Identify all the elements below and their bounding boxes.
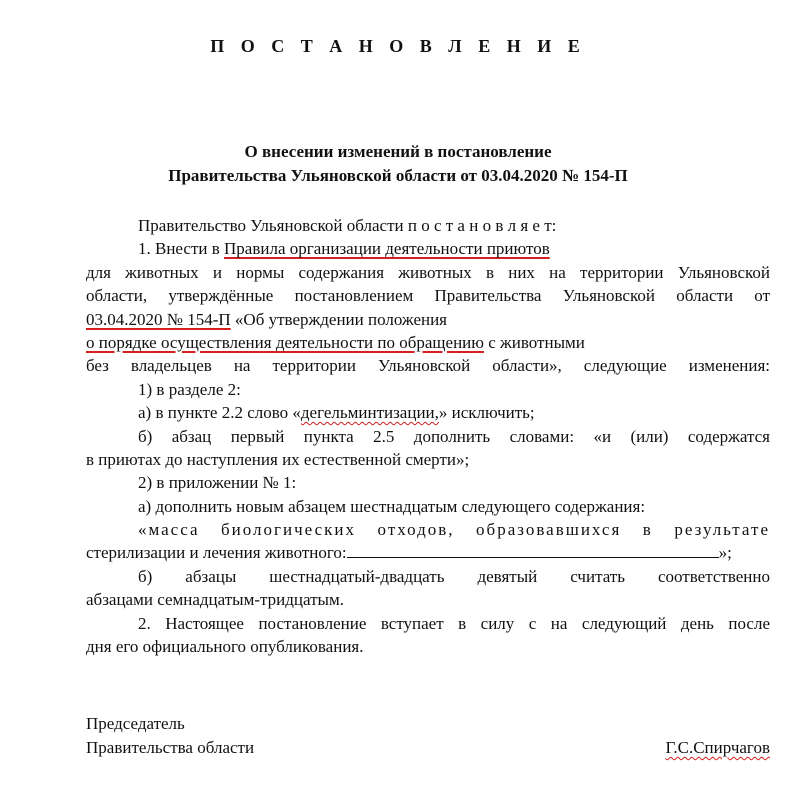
s1a-prefix: а) в пункте 2.2 слово «: [138, 403, 301, 423]
quote-line-2: [86, 541, 770, 564]
signatory-name-wrap: [665, 736, 770, 760]
subitem-1a: [86, 401, 770, 424]
paragraph-1-line-1: [86, 237, 770, 260]
document-type-heading: П О С Т А Н О В Л Е Н И Е: [210, 36, 586, 56]
p1-underlined-decree-ref: 03.04.2020 № 154-П: [86, 309, 231, 329]
paragraph-1-line-5: [86, 331, 770, 354]
paragraph-1-line-3: области, утверждённые постановлением Правительства Ульяновской области от: [86, 286, 770, 306]
p1-underlined-rules: Правила организации деятельности приютов: [224, 239, 550, 259]
subitem-1: 1) в разделе 2:: [138, 379, 241, 399]
paragraph-2-line-1: 2. Настоящее постановление вступает в силу с на следующий день после: [138, 613, 770, 633]
paragraph-2-line-2: дня его официального опубликования.: [86, 637, 364, 657]
signatory-position-line-1: Председатель: [86, 714, 185, 733]
preamble: [86, 214, 770, 237]
p1-line-5-rest: с животными: [483, 332, 585, 352]
signatory-position-line-2: Правительства области: [86, 738, 255, 757]
title-line-2: Правительства Ульяновской области от 03.04.2020 № 154-П: [168, 166, 628, 185]
preamble-spaced-verb: п о с т а н о в л я е т:: [407, 216, 557, 235]
p1-prefix: 1. Внести в: [138, 239, 225, 259]
subitem-2b-line-2: абзацами семнадцатым-тридцатым.: [86, 590, 344, 610]
quote-line-2-suffix: »;: [718, 543, 732, 563]
signatory-name: Г.С.Спирчагов: [665, 738, 770, 757]
fill-in-blank: [347, 541, 719, 558]
subitem-2: 2) в приложении № 1:: [138, 473, 297, 493]
signature-row-1: [86, 712, 770, 736]
paragraph-1-line-2: для животных и нормы содержания животных в них на территории Ульяновской: [86, 262, 770, 282]
preamble-text: Правительство Ульяновской области: [138, 216, 408, 235]
subitem-1b-line-2: в приютах до наступления их естественной смерти»;: [86, 449, 470, 469]
quote-line-2-prefix: стерилизации и лечения животного:: [86, 543, 347, 563]
signature-block: [86, 712, 770, 760]
s1a-suffix: » исключить;: [438, 403, 535, 423]
subitem-1b-line-1: б) абзац первый пункта 2.5 дополнить словами: «и (или) содержатся: [138, 426, 770, 446]
p1-underlined-procedure: о порядке осуществления деятельности по обращению: [86, 332, 484, 352]
paragraph-1-line-4: [86, 308, 770, 331]
signature-row-2: [86, 736, 770, 760]
title-line-1: О внесении изменений в постановление: [244, 142, 552, 161]
paragraph-1-line-6: без владельцев на территории Ульяновской области», следующие изменения:: [86, 356, 770, 376]
quote-line-1: «масса биологических отходов, образовавшихся в результате: [138, 520, 770, 540]
subitem-2b-line-1: б) абзацы шестнадцатый-двадцать девятый считать соответственно: [138, 566, 770, 586]
p1-line-4-rest: «Об утверждении положения: [230, 309, 447, 329]
document-body: [86, 214, 770, 658]
subitem-2a: а) дополнить новым абзацем шестнадцатым следующего содержания:: [138, 496, 646, 516]
document-title: [0, 140, 796, 188]
s1a-flagged-word: дегельминтизации,: [300, 403, 439, 423]
